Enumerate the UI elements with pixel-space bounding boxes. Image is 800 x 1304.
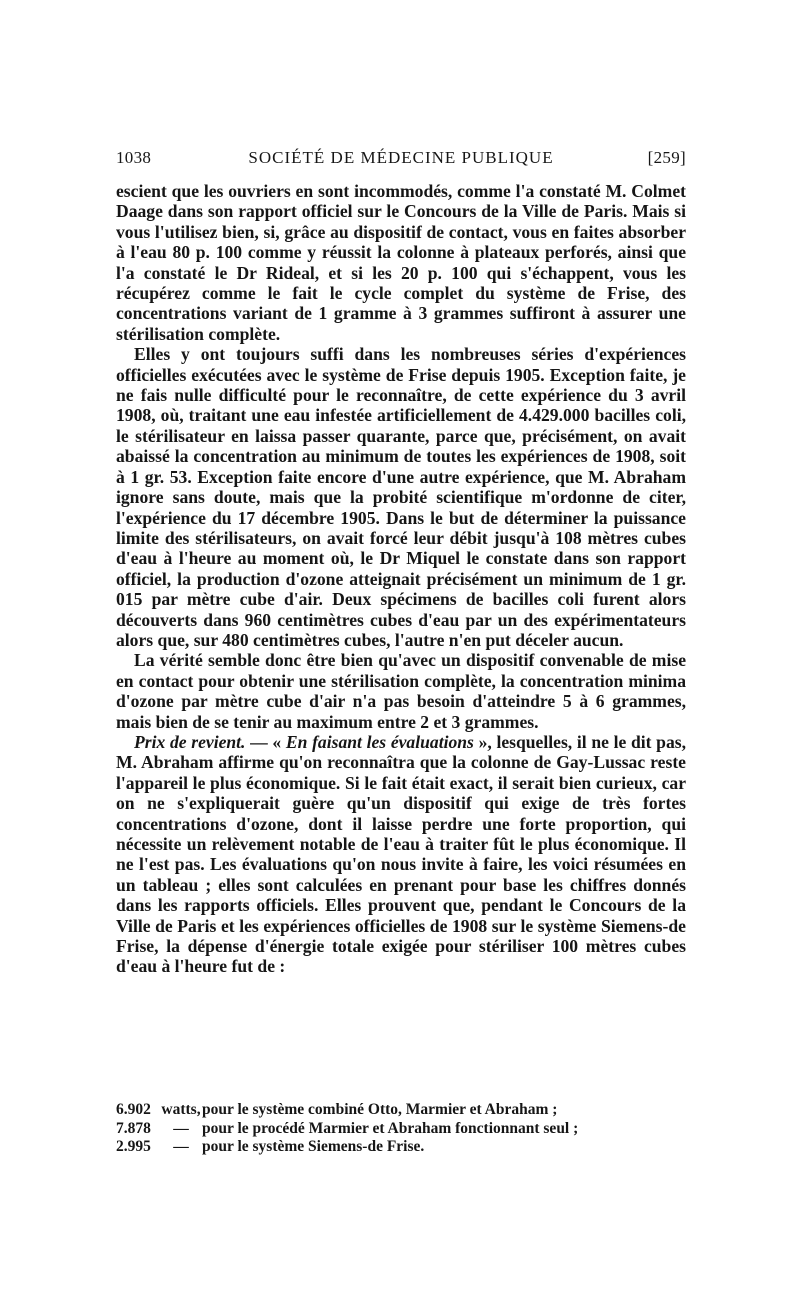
spending-description: pour le système Siemens-de Frise. <box>202 1138 425 1155</box>
list-item <box>116 1138 686 1157</box>
energy-spending-list <box>116 1101 686 1157</box>
spending-description: pour le procédé Marmier et Abraham fonctionnant seul ; <box>202 1119 579 1137</box>
spending-unit: watts, <box>161 1101 201 1118</box>
paragraph: La vérité semble donc être bien qu'avec un dispositif convenable de mise en contact pour obtenir une stérilisation complète, la concentration minima d'ozone par mètre cube d'air n'a pas besoin d'atteindre 5 à 6 grammes, mais bien de se tenir au maximum entre 2 et 3 grammes. <box>116 650 686 732</box>
section-reference: [259] <box>647 148 686 167</box>
prix-dash: — « <box>245 731 286 752</box>
spending-amount: 2.995 <box>116 1138 151 1155</box>
paragraph: escient que les ouvriers en sont incommodés, comme l'a constaté M. Colmet Daage dans son rapport officiel sur le Concours de la Ville de Paris. Mais si vous l'utilisez bien, si, grâce au dispositif de contact, vous en faites absorber à l'eau 80 p. 100 comme y réussit la colonne à plateaux perforés, ainsi que l'a constaté le Dr Rideal, et si les 20 p. 100 qui s'échappent, vous les récupérez comme le fait le cycle complet du système de Frise, des concentrations variant de 1 gramme à 3 grammes suffiront à assurer une stérilisation complète. <box>116 181 686 344</box>
prix-paragraph <box>116 732 686 977</box>
spending-description: pour le système combiné Otto, Marmier et Abraham ; <box>202 1101 558 1118</box>
prix-text: », lesquelles, il ne le dit pas, M. Abraham affirme qu'on reconnaîtra que la colonne de Gay-Lussac reste l'appareil le plus économique. Si le fait était exact, il serait bien curieux, car on ne s'expliquerait guère qu'un dispositif qui exige de très fortes concentrations d'ozone, dont il laisse perdre une forte proportion, qui nécessite un relèvement notable de l'eau à traiter fût le plus économique. Il ne l'est pas. Les évaluations qu'on nous invite à faire, les voici résumées en un tableau ; elles sont calculées en prenant pour base les chiffres donnés dans les rapports officiels. Elles prouvent que, pendant le Concours de la Ville de Paris et les expériences officielles de 1908 sur le système Siemens-de Frise, la dépense d'énergie totale exigée pour stériliser 100 mètres cubes d'eau à l'heure fut de : <box>116 731 686 977</box>
paragraph: Elles y ont toujours suffi dans les nombreuses séries d'expériences officielles exécutées avec le système de Frise depuis 1905. Exception faite, je ne fais nulle difficulté pour le reconnaître, de cette expérience du 3 avril 1908, où, traitant une eau infestée artificiellement de 4.429.000 bacilles coli, le stérilisateur en laissa passer quarante, parce que, précisément, on avait abaissé la concentration au minimum de toutes les expériences de 1908, soit à 1 gr. 53. Exception faite encore d'une autre expérience, que M. Abraham ignore sans doute, mais que la probité scientifique m'ordonne de citer, l'expérience du 17 décembre 1905. Dans le but de déterminer la puissance limite des stérilisateurs, on avait forcé leur débit jusqu'à 108 mètres cubes d'eau à l'heure au moment où, le Dr Miquel le constate dans son rapport officiel, la production d'ozone atteignait précisément un minimum de 1 gr. 015 par mètre cube d'air. Deux spécimens de bacilles coli furent alors découverts dans 960 centimètres cubes d'eau par un des expérimentateurs alors que, sur 480 centimètres cubes, l'autre n'en put déceler aucun. <box>116 344 686 650</box>
ditto-dash: — <box>173 1138 189 1155</box>
list-item <box>116 1101 686 1120</box>
spending-amount: 7.878 <box>116 1119 151 1137</box>
prix-quote: En faisant les évaluations <box>285 731 474 752</box>
page-number: 1038 <box>116 148 152 167</box>
running-header <box>116 148 686 172</box>
body-text <box>116 181 686 977</box>
spending-amount: 6.902 <box>116 1101 151 1118</box>
running-title: SOCIÉTÉ DE MÉDECINE PUBLIQUE <box>248 148 554 167</box>
ditto-dash: — <box>173 1119 189 1137</box>
list-item <box>116 1120 686 1139</box>
prix-heading: Prix de revient. <box>134 731 246 752</box>
